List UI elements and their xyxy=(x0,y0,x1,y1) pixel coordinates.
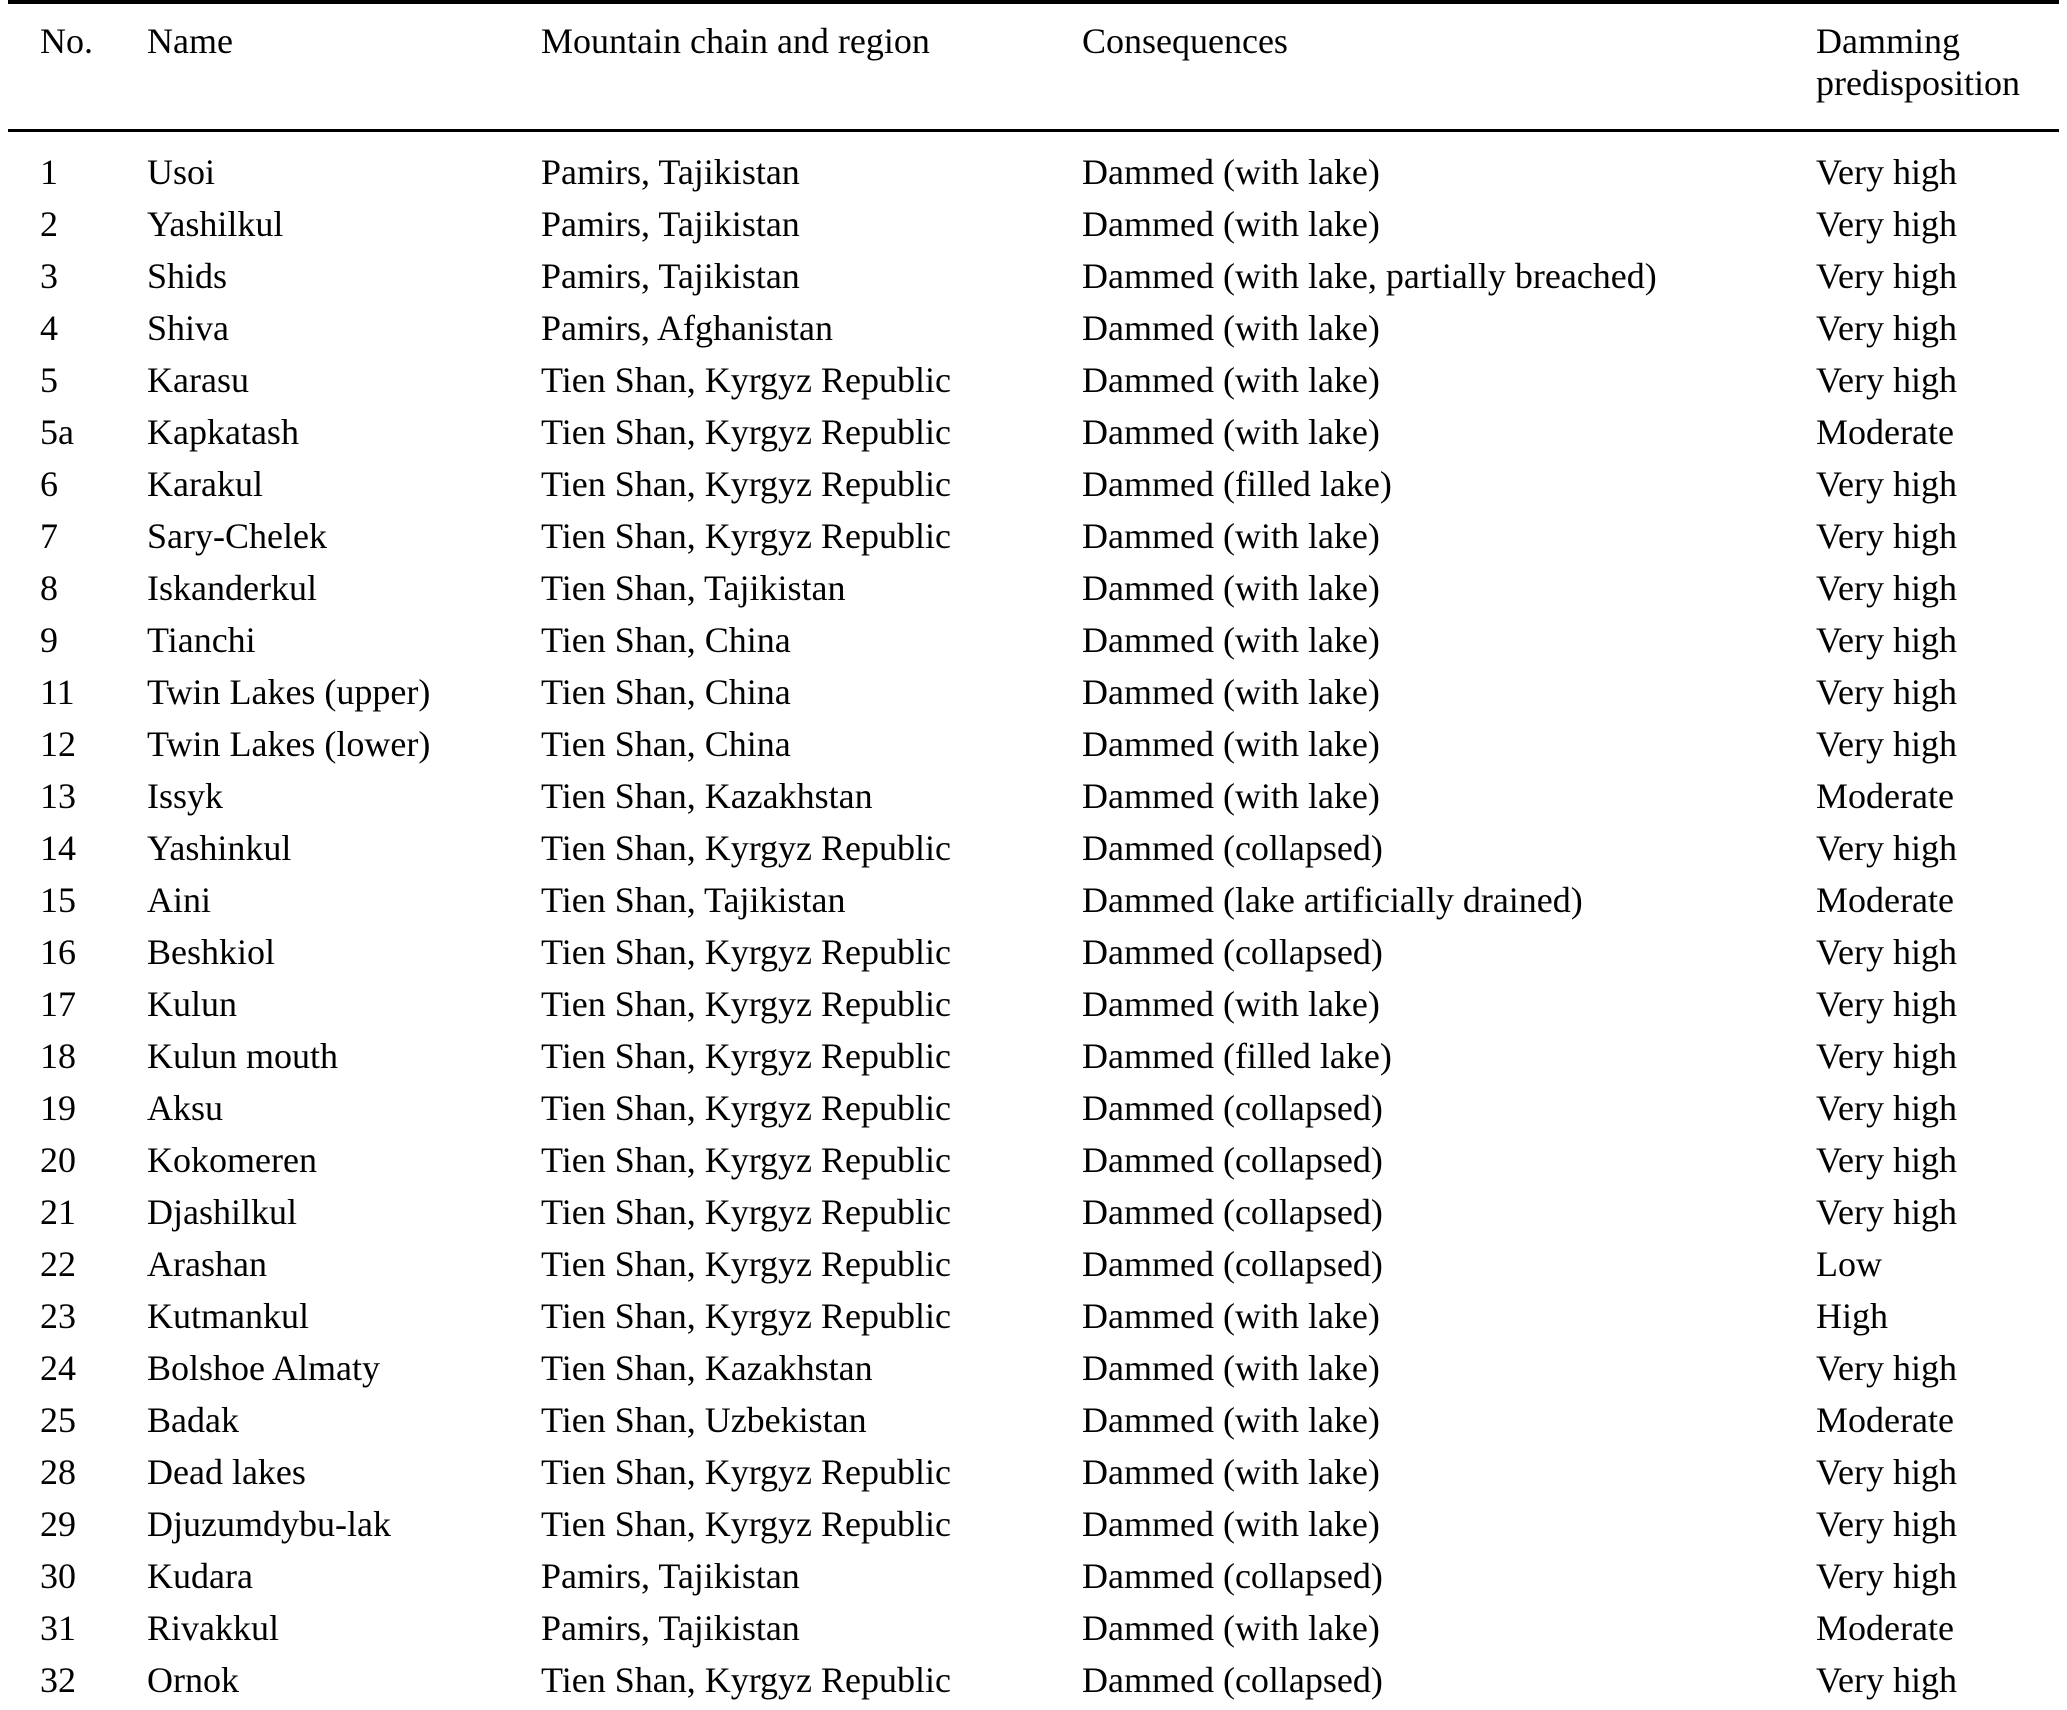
cell-region: Tien Shan, Kazakhstan xyxy=(541,775,873,816)
cell-region: Tien Shan, Kyrgyz Republic xyxy=(541,931,951,972)
cell-no: 9 xyxy=(40,619,58,660)
cell-name: Yashilkul xyxy=(147,203,284,244)
cell-consequences: Dammed (with lake) xyxy=(1082,1295,1380,1336)
cell-no: 8 xyxy=(40,567,58,608)
cell-consequences: Dammed (collapsed) xyxy=(1082,1139,1383,1180)
cell-no: 15 xyxy=(40,879,76,920)
cell-region: Tien Shan, Kyrgyz Republic xyxy=(541,1451,951,1492)
cell-predisposition: Low xyxy=(1816,1243,1882,1284)
cell-name: Aksu xyxy=(147,1087,224,1128)
cell-name: Aini xyxy=(147,879,212,920)
cell-consequences: Dammed (with lake) xyxy=(1082,359,1380,400)
cell-region: Pamirs, Tajikistan xyxy=(541,255,800,296)
cell-predisposition: Very high xyxy=(1816,1035,1957,1076)
cell-no: 14 xyxy=(40,827,76,868)
cell-no: 19 xyxy=(40,1087,76,1128)
cell-consequences: Dammed (collapsed) xyxy=(1082,1191,1383,1232)
table-body xyxy=(8,130,2059,1710)
cell-consequences: Dammed (with lake) xyxy=(1082,775,1380,816)
cell-predisposition: Very high xyxy=(1816,359,1957,400)
cell-no: 3 xyxy=(40,255,58,296)
cell-predisposition: High xyxy=(1816,1295,1888,1336)
cell-region: Tien Shan, Kazakhstan xyxy=(541,1347,873,1388)
cell-name: Rivakkul xyxy=(147,1607,279,1648)
cell-name: Yashinkul xyxy=(147,827,292,868)
table-row xyxy=(8,1498,2059,1550)
table-row xyxy=(8,130,2059,198)
cell-predisposition: Moderate xyxy=(1816,1399,1954,1440)
cell-predisposition: Very high xyxy=(1816,1087,1957,1128)
cell-consequences: Dammed (with lake) xyxy=(1082,151,1380,192)
table-row xyxy=(8,250,2059,302)
cell-region: Tien Shan, Kyrgyz Republic xyxy=(541,463,951,504)
cell-no: 32 xyxy=(40,1659,76,1700)
cell-name: Tianchi xyxy=(147,619,256,660)
cell-predisposition: Very high xyxy=(1816,307,1957,348)
cell-predisposition: Very high xyxy=(1816,723,1957,764)
cell-no: 24 xyxy=(40,1347,76,1388)
cell-predisposition: Very high xyxy=(1816,515,1957,556)
column-header-no: No. xyxy=(40,21,93,61)
cell-consequences: Dammed (with lake) xyxy=(1082,411,1380,452)
cell-region: Tien Shan, Kyrgyz Republic xyxy=(541,827,951,868)
cell-consequences: Dammed (with lake) xyxy=(1082,1399,1380,1440)
cell-predisposition: Very high xyxy=(1816,151,1957,192)
cell-region: Tien Shan, Kyrgyz Republic xyxy=(541,1295,951,1336)
table-row xyxy=(8,1134,2059,1186)
cell-name: Kulun mouth xyxy=(147,1035,339,1076)
cell-consequences: Dammed (collapsed) xyxy=(1082,931,1383,972)
cell-predisposition: Very high xyxy=(1816,619,1957,660)
header-row xyxy=(8,2,2059,130)
cell-consequences: Dammed (filled lake) xyxy=(1082,463,1392,504)
table-row xyxy=(8,1082,2059,1134)
cell-consequences: Dammed (filled lake) xyxy=(1082,1035,1392,1076)
cell-region: Tien Shan, Kyrgyz Republic xyxy=(541,1139,951,1180)
cell-consequences: Dammed (with lake) xyxy=(1082,1607,1380,1648)
cell-region: Tien Shan, Kyrgyz Republic xyxy=(541,1191,951,1232)
cell-no: 17 xyxy=(40,983,76,1024)
table-row xyxy=(8,1394,2059,1446)
cell-name: Usoi xyxy=(147,151,216,192)
column-header-predisposition: Damming predisposition xyxy=(1816,21,2020,104)
cell-consequences: Dammed (collapsed) xyxy=(1082,827,1383,868)
cell-predisposition: Moderate xyxy=(1816,775,1954,816)
cell-name: Kudara xyxy=(147,1555,253,1596)
cell-name: Shids xyxy=(147,255,228,296)
table-row xyxy=(8,1290,2059,1342)
cell-no: 5a xyxy=(40,411,74,452)
cell-name: Kulun xyxy=(147,983,237,1024)
cell-region: Tien Shan, Kyrgyz Republic xyxy=(541,983,951,1024)
cell-consequences: Dammed (with lake) xyxy=(1082,983,1380,1024)
table-row xyxy=(8,874,2059,926)
table-row xyxy=(8,1446,2059,1498)
cell-region: Tien Shan, Kyrgyz Republic xyxy=(541,515,951,556)
cell-consequences: Dammed (with lake) xyxy=(1082,1503,1380,1544)
cell-region: Tien Shan, China xyxy=(541,619,791,660)
cell-predisposition: Very high xyxy=(1816,1503,1957,1544)
cell-consequences: Dammed (with lake) xyxy=(1082,307,1380,348)
cell-name: Sary-Chelek xyxy=(147,515,327,556)
table-row xyxy=(8,822,2059,874)
landslide-dams-table xyxy=(8,0,2059,1710)
cell-name: Twin Lakes (upper) xyxy=(147,671,431,712)
cell-region: Tien Shan, Tajikistan xyxy=(541,879,846,920)
cell-consequences: Dammed (lake artificially drained) xyxy=(1082,879,1583,920)
cell-region: Pamirs, Tajikistan xyxy=(541,1607,800,1648)
cell-no: 18 xyxy=(40,1035,76,1076)
cell-consequences: Dammed (with lake) xyxy=(1082,203,1380,244)
cell-consequences: Dammed (with lake) xyxy=(1082,515,1380,556)
column-header-consequences: Consequences xyxy=(1082,21,1288,61)
table-row xyxy=(8,1342,2059,1394)
cell-no: 2 xyxy=(40,203,58,244)
table-row xyxy=(8,1654,2059,1710)
cell-no: 7 xyxy=(40,515,58,556)
cell-predisposition: Very high xyxy=(1816,1555,1957,1596)
cell-no: 28 xyxy=(40,1451,76,1492)
cell-name: Ornok xyxy=(147,1659,239,1700)
cell-consequences: Dammed (with lake) xyxy=(1082,1347,1380,1388)
cell-predisposition: Very high xyxy=(1816,1451,1957,1492)
cell-predisposition: Very high xyxy=(1816,203,1957,244)
cell-name: Djuzumdybu-lak xyxy=(147,1503,391,1544)
cell-predisposition: Very high xyxy=(1816,827,1957,868)
table-row xyxy=(8,302,2059,354)
cell-region: Tien Shan, Uzbekistan xyxy=(541,1399,867,1440)
cell-name: Beshkiol xyxy=(147,931,276,972)
cell-name: Iskanderkul xyxy=(147,567,317,608)
cell-region: Tien Shan, Kyrgyz Republic xyxy=(541,1659,951,1700)
table-row xyxy=(8,458,2059,510)
cell-predisposition: Moderate xyxy=(1816,1607,1954,1648)
cell-no: 5 xyxy=(40,359,58,400)
cell-name: Kutmankul xyxy=(147,1295,309,1336)
cell-consequences: Dammed (with lake) xyxy=(1082,671,1380,712)
cell-name: Arashan xyxy=(147,1243,267,1284)
cell-predisposition: Moderate xyxy=(1816,411,1954,452)
cell-no: 29 xyxy=(40,1503,76,1544)
table-row xyxy=(8,1550,2059,1602)
cell-region: Tien Shan, China xyxy=(541,723,791,764)
cell-region: Tien Shan, Kyrgyz Republic xyxy=(541,1243,951,1284)
cell-name: Djashilkul xyxy=(147,1191,297,1232)
cell-predisposition: Very high xyxy=(1816,1139,1957,1180)
cell-region: Pamirs, Tajikistan xyxy=(541,151,800,192)
cell-no: 23 xyxy=(40,1295,76,1336)
cell-region: Tien Shan, Kyrgyz Republic xyxy=(541,1035,951,1076)
cell-region: Tien Shan, Tajikistan xyxy=(541,567,846,608)
cell-region: Tien Shan, Kyrgyz Republic xyxy=(541,1503,951,1544)
cell-predisposition: Very high xyxy=(1816,255,1957,296)
cell-name: Dead lakes xyxy=(147,1451,306,1492)
cell-consequences: Dammed (collapsed) xyxy=(1082,1087,1383,1128)
cell-no: 11 xyxy=(40,671,75,712)
cell-region: Tien Shan, Kyrgyz Republic xyxy=(541,411,951,452)
cell-predisposition: Very high xyxy=(1816,983,1957,1024)
cell-region: Tien Shan, Kyrgyz Republic xyxy=(541,1087,951,1128)
table-row xyxy=(8,978,2059,1030)
cell-no: 4 xyxy=(40,307,58,348)
table-header xyxy=(8,2,2059,130)
table-row xyxy=(8,406,2059,458)
cell-name: Karakul xyxy=(147,463,263,504)
cell-no: 16 xyxy=(40,931,76,972)
cell-region: Tien Shan, Kyrgyz Republic xyxy=(541,359,951,400)
cell-predisposition: Very high xyxy=(1816,463,1957,504)
cell-no: 25 xyxy=(40,1399,76,1440)
cell-no: 30 xyxy=(40,1555,76,1596)
cell-predisposition: Very high xyxy=(1816,671,1957,712)
table-row xyxy=(8,1030,2059,1082)
cell-predisposition: Very high xyxy=(1816,1191,1957,1232)
table-row xyxy=(8,666,2059,718)
table-row xyxy=(8,614,2059,666)
cell-predisposition: Very high xyxy=(1816,931,1957,972)
cell-no: 1 xyxy=(40,151,58,192)
cell-region: Pamirs, Afghanistan xyxy=(541,307,833,348)
cell-no: 22 xyxy=(40,1243,76,1284)
cell-region: Tien Shan, China xyxy=(541,671,791,712)
table-row xyxy=(8,510,2059,562)
cell-consequences: Dammed (with lake) xyxy=(1082,567,1380,608)
cell-consequences: Dammed (with lake) xyxy=(1082,723,1380,764)
cell-predisposition: Very high xyxy=(1816,1659,1957,1700)
cell-region: Pamirs, Tajikistan xyxy=(541,1555,800,1596)
cell-predisposition: Very high xyxy=(1816,1347,1957,1388)
cell-no: 6 xyxy=(40,463,58,504)
table-row xyxy=(8,718,2059,770)
table-row xyxy=(8,1238,2059,1290)
cell-name: Bolshoe Almaty xyxy=(147,1347,380,1388)
table-row xyxy=(8,354,2059,406)
column-header-region: Mountain chain and region xyxy=(541,21,930,61)
cell-no: 21 xyxy=(40,1191,76,1232)
cell-consequences: Dammed (collapsed) xyxy=(1082,1243,1383,1284)
column-header-name: Name xyxy=(147,21,233,61)
table-row xyxy=(8,198,2059,250)
table-row xyxy=(8,926,2059,978)
table-row xyxy=(8,562,2059,614)
cell-name: Twin Lakes (lower) xyxy=(147,723,431,764)
cell-name: Badak xyxy=(147,1399,239,1440)
cell-no: 13 xyxy=(40,775,76,816)
cell-name: Kokomeren xyxy=(147,1139,317,1180)
cell-consequences: Dammed (collapsed) xyxy=(1082,1555,1383,1596)
cell-name: Kapkatash xyxy=(147,411,299,452)
cell-region: Pamirs, Tajikistan xyxy=(541,203,800,244)
table-row xyxy=(8,1186,2059,1238)
cell-consequences: Dammed (with lake, partially breached) xyxy=(1082,255,1657,296)
cell-consequences: Dammed (with lake) xyxy=(1082,619,1380,660)
table-row xyxy=(8,1602,2059,1654)
cell-name: Shiva xyxy=(147,307,230,348)
cell-predisposition: Very high xyxy=(1816,567,1957,608)
cell-no: 20 xyxy=(40,1139,76,1180)
cell-consequences: Dammed (collapsed) xyxy=(1082,1659,1383,1700)
table-row xyxy=(8,770,2059,822)
cell-name: Karasu xyxy=(147,359,249,400)
cell-predisposition: Moderate xyxy=(1816,879,1954,920)
cell-no: 12 xyxy=(40,723,76,764)
cell-consequences: Dammed (with lake) xyxy=(1082,1451,1380,1492)
cell-no: 31 xyxy=(40,1607,76,1648)
cell-name: Issyk xyxy=(147,775,224,816)
